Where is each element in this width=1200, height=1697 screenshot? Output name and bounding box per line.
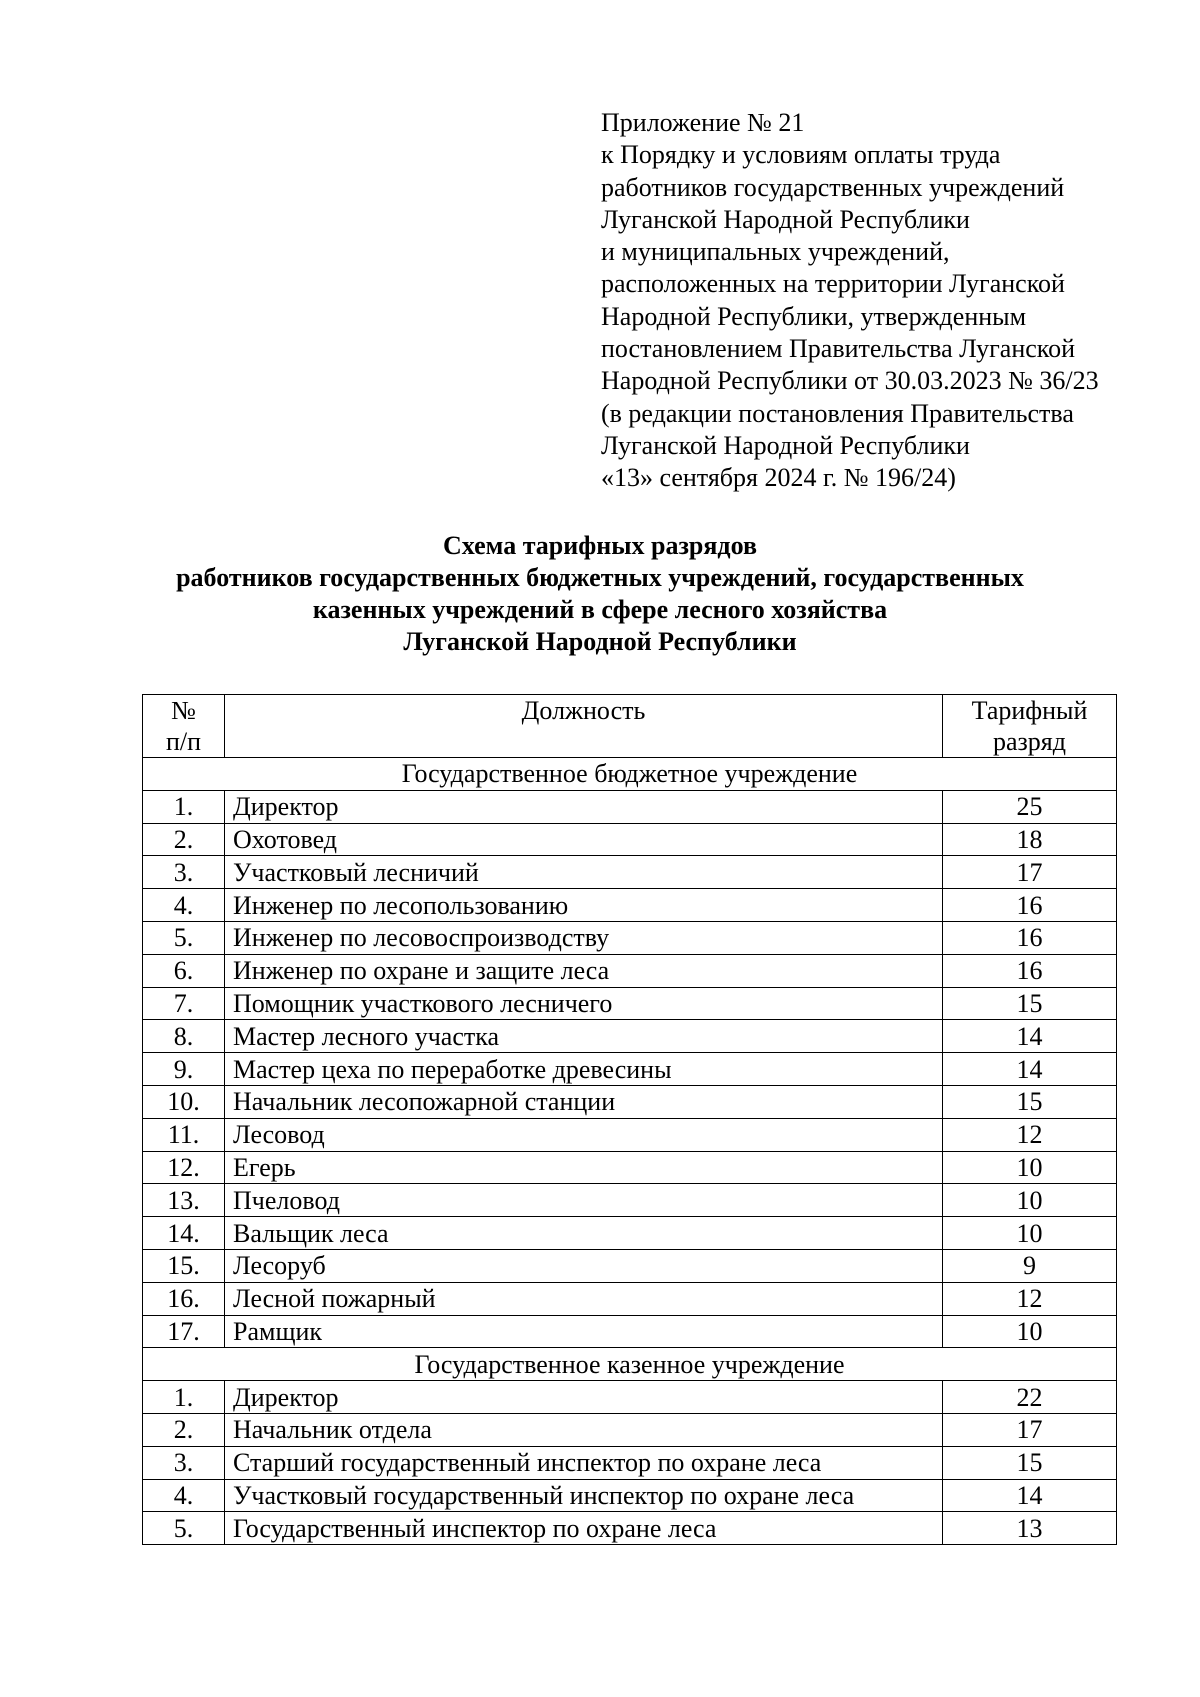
table-row <box>143 1381 1117 1414</box>
header-num <box>143 695 225 758</box>
row-position: Инженер по охране и защите леса <box>225 954 943 987</box>
row-grade: 22 <box>943 1381 1117 1414</box>
row-number: 5. <box>143 921 225 954</box>
appendix-line: Луганской Народной Республики <box>601 204 970 234</box>
row-number: 4. <box>143 889 225 922</box>
table-row <box>143 1413 1117 1446</box>
row-number: 1. <box>143 790 225 823</box>
document-title <box>0 530 1200 658</box>
table-row <box>143 921 1117 954</box>
row-number: 16. <box>143 1282 225 1315</box>
row-grade: 14 <box>943 1020 1117 1053</box>
row-grade: 18 <box>943 823 1117 856</box>
table-row <box>143 1217 1117 1250</box>
row-position: Лесовод <box>225 1118 943 1151</box>
appendix-line: расположенных на территории Луганской <box>601 269 1065 299</box>
table-row <box>143 1249 1117 1282</box>
appendix-line: Народной Республики от 30.03.2023 № 36/23 <box>601 366 1099 396</box>
tariff-table <box>142 694 1117 1545</box>
table-row <box>143 954 1117 987</box>
title-line: казенных учреждений в сфере лесного хозяйства <box>312 595 888 624</box>
row-grade: 17 <box>943 1413 1117 1446</box>
section-title: Государственное бюджетное учреждение <box>143 758 1117 791</box>
row-position: Инженер по лесовоспроизводству <box>225 921 943 954</box>
row-position: Рамщик <box>225 1315 943 1348</box>
table-row <box>143 1118 1117 1151</box>
row-number: 14. <box>143 1217 225 1250</box>
row-grade: 17 <box>943 856 1117 889</box>
row-position: Начальник лесопожарной станции <box>225 1085 943 1118</box>
row-position: Директор <box>225 790 943 823</box>
row-grade: 14 <box>943 1479 1117 1512</box>
row-position: Лесной пожарный <box>225 1282 943 1315</box>
row-number: 9. <box>143 1053 225 1086</box>
appendix-line: работников государственных учреждений <box>601 172 1065 202</box>
table-row <box>143 1479 1117 1512</box>
appendix-line: к Порядку и условиям оплаты труда <box>601 140 1001 170</box>
header-grade <box>943 695 1117 758</box>
row-position: Пчеловод <box>225 1184 943 1217</box>
row-number: 8. <box>143 1020 225 1053</box>
row-grade: 10 <box>943 1151 1117 1184</box>
row-grade: 10 <box>943 1184 1117 1217</box>
row-grade: 12 <box>943 1118 1117 1151</box>
row-grade: 25 <box>943 790 1117 823</box>
row-number: 5. <box>143 1512 225 1545</box>
row-grade: 12 <box>943 1282 1117 1315</box>
row-number: 3. <box>143 1446 225 1479</box>
row-number: 12. <box>143 1151 225 1184</box>
row-number: 17. <box>143 1315 225 1348</box>
row-position: Егерь <box>225 1151 943 1184</box>
row-number: 4. <box>143 1479 225 1512</box>
table-row <box>143 790 1117 823</box>
row-position: Мастер лесного участка <box>225 1020 943 1053</box>
table-row <box>143 1446 1117 1479</box>
row-number: 2. <box>143 1413 225 1446</box>
table-row <box>143 1282 1117 1315</box>
appendix-line: и муниципальных учреждений, <box>601 237 950 267</box>
title-line: Луганской Народной Республики <box>403 627 797 656</box>
appendix-line: Народной Республики, утвержденным <box>601 301 1027 331</box>
row-position: Лесоруб <box>225 1249 943 1282</box>
table-row <box>143 1020 1117 1053</box>
row-number: 6. <box>143 954 225 987</box>
row-position: Начальник отдела <box>225 1413 943 1446</box>
row-grade: 13 <box>943 1512 1117 1545</box>
row-number: 15. <box>143 1249 225 1282</box>
table-row <box>143 856 1117 889</box>
row-grade: 9 <box>943 1249 1117 1282</box>
table-row <box>143 1085 1117 1118</box>
row-grade: 10 <box>943 1315 1117 1348</box>
header-position: Должность <box>225 695 943 758</box>
row-grade: 16 <box>943 921 1117 954</box>
row-number: 1. <box>143 1381 225 1414</box>
row-position: Помощник участкового лесничего <box>225 987 943 1020</box>
row-number: 11. <box>143 1118 225 1151</box>
appendix-line: «13» сентября 2024 г. № 196/24) <box>601 463 956 493</box>
row-position: Участковый лесничий <box>225 856 943 889</box>
hdr-num-text: № п/п <box>165 696 202 756</box>
row-position: Вальщик леса <box>225 1217 943 1250</box>
appendix-line: (в редакции постановления Правительства <box>601 398 1074 428</box>
table-row <box>143 1053 1117 1086</box>
row-number: 13. <box>143 1184 225 1217</box>
table-row <box>143 1151 1117 1184</box>
hdr-grade-text: Тарифный разряд <box>971 696 1088 756</box>
row-grade: 16 <box>943 889 1117 922</box>
row-number: 3. <box>143 856 225 889</box>
appendix-line: постановлением Правительства Луганской <box>601 334 1075 364</box>
title-line: Схема тарифных разрядов <box>443 531 757 560</box>
row-position: Охотовед <box>225 823 943 856</box>
appendix-block <box>601 107 1099 495</box>
table-header-row <box>143 695 1117 758</box>
row-position: Директор <box>225 1381 943 1414</box>
row-number: 2. <box>143 823 225 856</box>
row-grade: 14 <box>943 1053 1117 1086</box>
table-row <box>143 987 1117 1020</box>
table-row <box>143 1315 1117 1348</box>
row-number: 7. <box>143 987 225 1020</box>
row-position: Старший государственный инспектор по охране леса <box>225 1446 943 1479</box>
row-position: Участковый государственный инспектор по охране леса <box>225 1479 943 1512</box>
title-line: работников государственных бюджетных учреждений, государственных <box>176 563 1024 592</box>
row-grade: 16 <box>943 954 1117 987</box>
appendix-line: Приложение № 21 <box>601 108 805 137</box>
appendix-line: Луганской Народной Республики <box>601 430 970 460</box>
row-grade: 10 <box>943 1217 1117 1250</box>
row-grade: 15 <box>943 1085 1117 1118</box>
table-row <box>143 889 1117 922</box>
row-position: Мастер цеха по переработке древесины <box>225 1053 943 1086</box>
table-body <box>143 758 1117 1545</box>
section-title: Государственное казенное учреждение <box>143 1348 1117 1381</box>
row-position: Инженер по лесопользованию <box>225 889 943 922</box>
row-position: Государственный инспектор по охране леса <box>225 1512 943 1545</box>
row-number: 10. <box>143 1085 225 1118</box>
section-row <box>143 1348 1117 1381</box>
table-row <box>143 1512 1117 1545</box>
row-grade: 15 <box>943 1446 1117 1479</box>
row-grade: 15 <box>943 987 1117 1020</box>
section-row <box>143 758 1117 791</box>
table-row <box>143 1184 1117 1217</box>
table-row <box>143 823 1117 856</box>
